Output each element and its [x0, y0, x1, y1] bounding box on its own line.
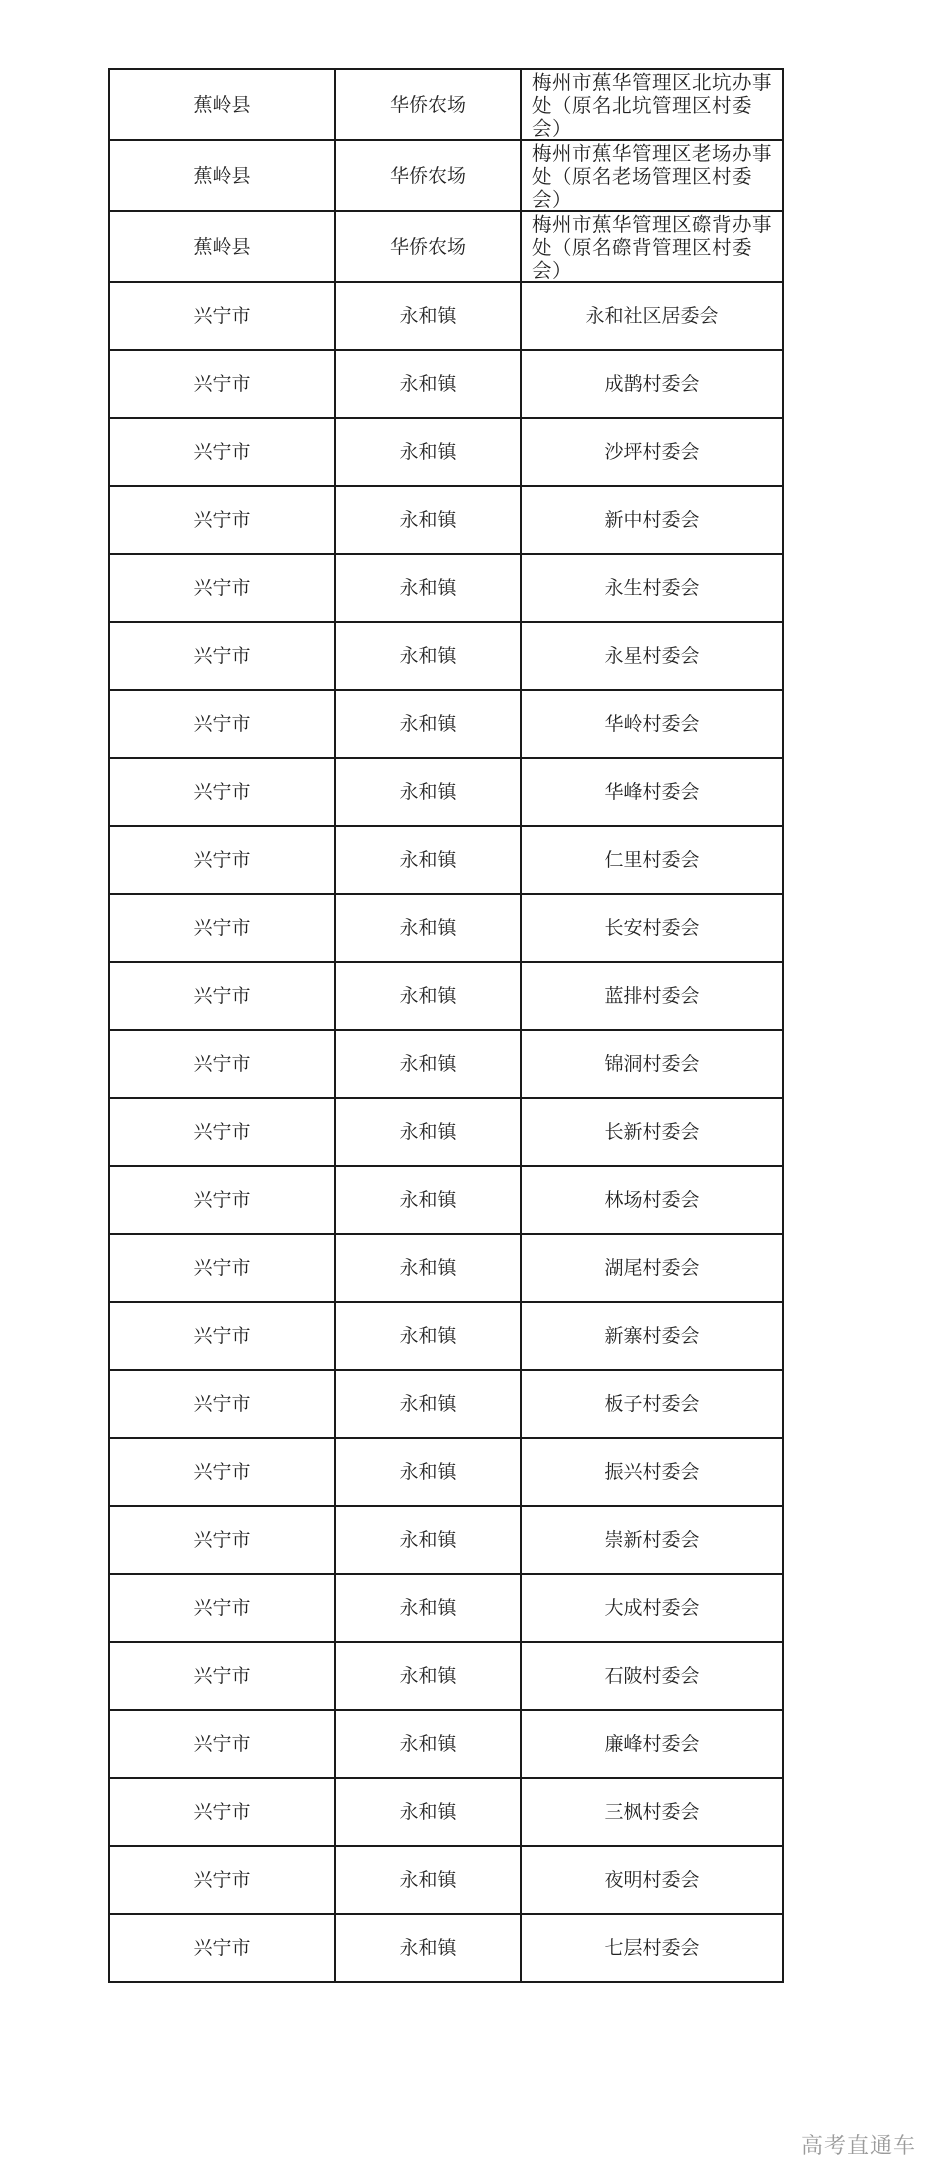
- town-cell: 永和镇: [335, 350, 521, 418]
- village-committee-table: [108, 68, 784, 1983]
- town-cell: 永和镇: [335, 1166, 521, 1234]
- table-row: [109, 1370, 783, 1438]
- table-row: [109, 690, 783, 758]
- town-cell: 永和镇: [335, 894, 521, 962]
- committee-cell: 华岭村委会: [521, 690, 783, 758]
- table-row: [109, 758, 783, 826]
- table-row: [109, 1302, 783, 1370]
- table-row: [109, 350, 783, 418]
- table-row: [109, 826, 783, 894]
- county-cell: 兴宁市: [109, 350, 335, 418]
- town-cell: 永和镇: [335, 418, 521, 486]
- town-cell: 永和镇: [335, 486, 521, 554]
- town-cell: 永和镇: [335, 282, 521, 350]
- town-cell: 永和镇: [335, 1098, 521, 1166]
- committee-cell: 华峰村委会: [521, 758, 783, 826]
- table-row: [109, 1710, 783, 1778]
- county-cell: 兴宁市: [109, 1098, 335, 1166]
- town-cell: 永和镇: [335, 1370, 521, 1438]
- committee-cell: [521, 69, 783, 140]
- committee-cell: 夜明村委会: [521, 1846, 783, 1914]
- county-cell: 兴宁市: [109, 1574, 335, 1642]
- committee-cell: 蓝排村委会: [521, 962, 783, 1030]
- county-cell: 兴宁市: [109, 1846, 335, 1914]
- table-row: [109, 622, 783, 690]
- committee-cell: 新寨村委会: [521, 1302, 783, 1370]
- town-cell: 永和镇: [335, 826, 521, 894]
- county-cell: 兴宁市: [109, 554, 335, 622]
- town-cell: 华侨农场: [335, 211, 521, 282]
- committee-cell: 振兴村委会: [521, 1438, 783, 1506]
- table-row: [109, 554, 783, 622]
- committee-cell: [521, 140, 783, 211]
- committee-cell: 大成村委会: [521, 1574, 783, 1642]
- table-row: [109, 1574, 783, 1642]
- table-row: [109, 1166, 783, 1234]
- town-cell: 永和镇: [335, 758, 521, 826]
- county-cell: 兴宁市: [109, 1710, 335, 1778]
- table-row: [109, 894, 783, 962]
- town-cell: 永和镇: [335, 622, 521, 690]
- county-cell: 兴宁市: [109, 1370, 335, 1438]
- committee-cell: 新中村委会: [521, 486, 783, 554]
- county-cell: 兴宁市: [109, 1234, 335, 1302]
- committee-cell: 廉峰村委会: [521, 1710, 783, 1778]
- table-row: [109, 418, 783, 486]
- committee-cell: 三枫村委会: [521, 1778, 783, 1846]
- county-cell: 兴宁市: [109, 622, 335, 690]
- table-row: [109, 1098, 783, 1166]
- county-cell: 兴宁市: [109, 1030, 335, 1098]
- committee-cell: 永星村委会: [521, 622, 783, 690]
- town-cell: 永和镇: [335, 1438, 521, 1506]
- town-cell: 永和镇: [335, 1302, 521, 1370]
- county-cell: 兴宁市: [109, 1302, 335, 1370]
- town-cell: 永和镇: [335, 1030, 521, 1098]
- committee-cell: 永生村委会: [521, 554, 783, 622]
- committee-cell: 锦洞村委会: [521, 1030, 783, 1098]
- table-row: [109, 140, 783, 211]
- county-cell: 兴宁市: [109, 1166, 335, 1234]
- table-row: [109, 1778, 783, 1846]
- table-row: [109, 1914, 783, 1982]
- town-cell: 永和镇: [335, 962, 521, 1030]
- town-cell: 永和镇: [335, 1234, 521, 1302]
- committee-cell: 石陂村委会: [521, 1642, 783, 1710]
- table-row: [109, 1846, 783, 1914]
- table-row: [109, 486, 783, 554]
- town-cell: 永和镇: [335, 1846, 521, 1914]
- town-cell: 华侨农场: [335, 140, 521, 211]
- committee-cell: 林场村委会: [521, 1166, 783, 1234]
- county-cell: 兴宁市: [109, 1642, 335, 1710]
- committee-cell-text: 梅州市蕉华管理区磜背办事处（原名磜背管理区村委会）: [532, 213, 773, 281]
- watermark-text: 高考直通车: [800, 2134, 916, 2159]
- county-cell: 兴宁市: [109, 690, 335, 758]
- county-cell: 蕉岭县: [109, 69, 335, 140]
- town-cell: 华侨农场: [335, 69, 521, 140]
- table-body: [109, 69, 783, 1982]
- committee-cell: 永和社区居委会: [521, 282, 783, 350]
- town-cell: 永和镇: [335, 1710, 521, 1778]
- county-cell: 兴宁市: [109, 1778, 335, 1846]
- county-cell: 兴宁市: [109, 758, 335, 826]
- table-row: [109, 1642, 783, 1710]
- table-row: [109, 962, 783, 1030]
- committee-cell: 沙坪村委会: [521, 418, 783, 486]
- committee-cell: 湖尾村委会: [521, 1234, 783, 1302]
- table-row: [109, 1438, 783, 1506]
- table-row: [109, 1234, 783, 1302]
- county-cell: 兴宁市: [109, 282, 335, 350]
- county-cell: 兴宁市: [109, 894, 335, 962]
- county-cell: 兴宁市: [109, 486, 335, 554]
- committee-cell: [521, 211, 783, 282]
- town-cell: 永和镇: [335, 1778, 521, 1846]
- county-cell: 兴宁市: [109, 962, 335, 1030]
- committee-cell-text: 梅州市蕉华管理区老场办事处（原名老场管理区村委会）: [532, 142, 773, 210]
- committee-cell: 板子村委会: [521, 1370, 783, 1438]
- town-cell: 永和镇: [335, 1506, 521, 1574]
- town-cell: 永和镇: [335, 554, 521, 622]
- county-cell: 兴宁市: [109, 826, 335, 894]
- table-row: [109, 211, 783, 282]
- county-cell: 蕉岭县: [109, 140, 335, 211]
- committee-cell: 长安村委会: [521, 894, 783, 962]
- committee-cell: 成鹊村委会: [521, 350, 783, 418]
- county-cell: 兴宁市: [109, 1506, 335, 1574]
- table-row: [109, 282, 783, 350]
- county-cell: 兴宁市: [109, 418, 335, 486]
- town-cell: 永和镇: [335, 1642, 521, 1710]
- town-cell: 永和镇: [335, 690, 521, 758]
- committee-cell: 崇新村委会: [521, 1506, 783, 1574]
- town-cell: 永和镇: [335, 1574, 521, 1642]
- committee-cell: 仁里村委会: [521, 826, 783, 894]
- committee-cell: 七层村委会: [521, 1914, 783, 1982]
- committee-cell: 长新村委会: [521, 1098, 783, 1166]
- table-row: [109, 69, 783, 140]
- committee-cell-text: 梅州市蕉华管理区北坑办事处（原名北坑管理区村委会）: [532, 71, 773, 139]
- county-cell: 兴宁市: [109, 1438, 335, 1506]
- county-cell: 蕉岭县: [109, 211, 335, 282]
- town-cell: 永和镇: [335, 1914, 521, 1982]
- county-cell: 兴宁市: [109, 1914, 335, 1982]
- table-row: [109, 1030, 783, 1098]
- table-row: [109, 1506, 783, 1574]
